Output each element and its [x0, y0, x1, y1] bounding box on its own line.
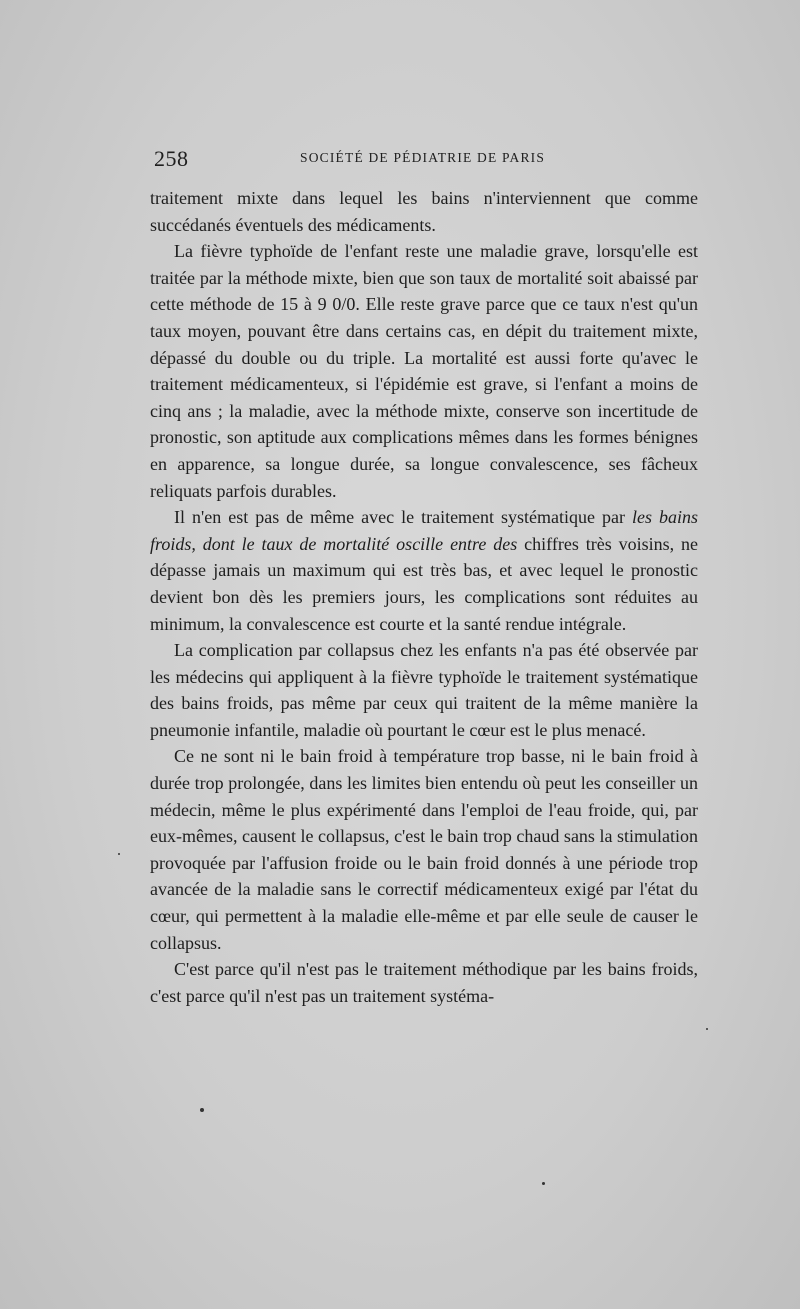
speck: [706, 1028, 708, 1030]
body-text: [150, 185, 698, 1009]
speck: [542, 1182, 545, 1185]
running-head: SOCIÉTÉ DE PÉDIATRIE DE PARIS: [300, 150, 546, 165]
paragraph-3-italic: les bains froids, dont le taux de mortalité oscille entre des: [150, 507, 698, 554]
paragraph-6: C'est parce qu'il n'est pas le traitement méthodique par les bains froids, c'est parce qu'il n'est pas un traitement systéma-: [150, 959, 698, 1006]
book-page: [150, 146, 698, 1009]
paragraph-3: [150, 504, 698, 637]
speck: [118, 853, 120, 855]
page-header: [150, 146, 698, 176]
speck: [200, 1108, 204, 1112]
paragraph-1: traitement mixte dans lequel les bains n'interviennent que comme succédanés éventuels des médicaments.: [150, 188, 698, 235]
paragraph-3-end: chiffres très voisins, ne dépasse jamais un maximum qui est très bas, et avec lequel le pronostic devient bon dès les premiers jours, les complications sont réduites au minimum, la convalescence est courte et la santé rendue intégrale.: [150, 533, 698, 634]
paragraph-5: Ce ne sont ni le bain froid à température trop basse, ni le bain froid à durée trop prolongée, dans les limites bien entendu où peut les conseiller un médecin, même le plus expérimenté dans l'emploi de l'eau froide, qui, par eux-mêmes, causent le collapsus, c'est le bain trop chaud sans la stimulation provoquée par l'affusion froide ou le bain froid donnés à une période trop avancée de la maladie sans le correctif médicamenteux exigé par l'état du cœur, qui permettent à la maladie elle-même et par elle seule de causer le collapsus.: [150, 746, 698, 953]
page-number: 258: [154, 146, 189, 171]
paragraph-4: La complication par collapsus chez les enfants n'a pas été observée par les médecins qui appliquent à la fièvre typhoïde le traitement systématique des bains froids, pas même par ceux qui traitent de la même manière la pneumonie infantile, maladie où pourtant le cœur est le plus menacé.: [150, 640, 698, 740]
paragraph-2: La fièvre typhoïde de l'enfant reste une maladie grave, lorsqu'elle est traitée par la méthode mixte, bien que son taux de mortalité soit abaissé par cette méthode de 15 à 9 0/0. Elle reste grave parce que ce taux n'est qu'un taux moyen, pouvant être dans certains cas, en dépit du traitement mixte, dépassé du double ou du triple. La mortalité est aussi forte qu'avec le traitement médicamenteux, si l'épidémie est grave, si l'enfant a moins de cinq ans ; la maladie, avec la méthode mixte, conserve son incertitude de pronostic, son aptitude aux complications mêmes dans les formes bénignes en apparence, sa longue durée, sa longue convalescence, ses fâcheux reliquats parfois durables.: [150, 241, 698, 501]
paragraph-3-start: Il n'en est pas de même avec le traitement systématique par: [174, 507, 632, 528]
